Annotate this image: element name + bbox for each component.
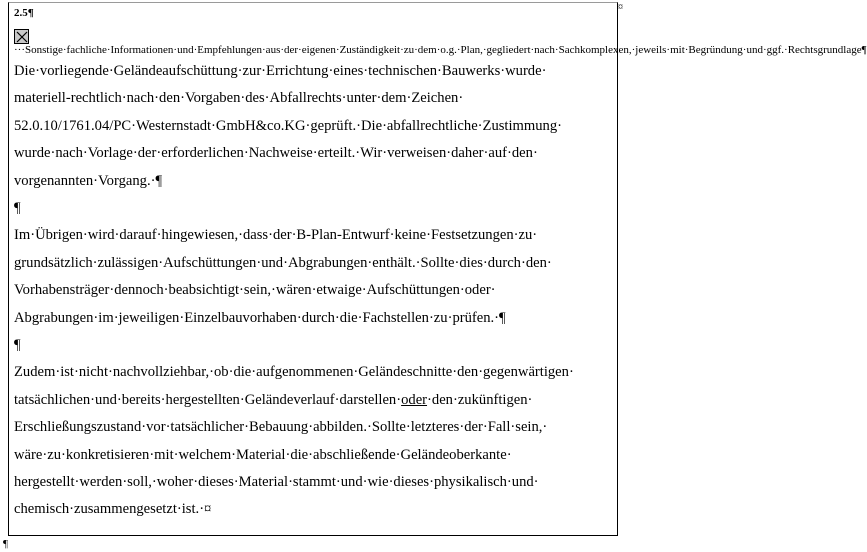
section-number: 2.5¶ — [14, 7, 34, 19]
paragraph-2 — [14, 222, 614, 332]
checkbox-row — [14, 30, 867, 57]
trailing-paragraph-mark: ¶ — [3, 538, 8, 550]
checked-checkbox[interactable] — [14, 29, 29, 44]
paragraph-1 — [14, 58, 614, 195]
row-end-marker: ¤ — [618, 2, 623, 13]
text-segment: tatsächlichen·und·bereits·hergestellten·Geländeverlauf·darstellen· — [14, 391, 402, 408]
text-line: Erschließungszustand·vor·tatsächlicher·Bebauung·abbilden.·Sollte·letzteres·der·Fall·sein,· — [14, 419, 548, 436]
underlined-word: oder — [401, 391, 428, 408]
text-line: wäre·zu·konkretisieren·mit·welchem·Material·die·abschließende·Geländeoberkante· — [14, 446, 512, 463]
paragraph-3 — [14, 359, 614, 523]
document-cell-content[interactable] — [14, 6, 867, 524]
text-line: Die·vorliegende·Geländeaufschüttung·zur·Errichtung·eines·technischen·Bauwerks·wurde· — [14, 63, 547, 79]
text-line: Zudem·ist·nicht·nachvollziehbar,·ob·die·aufgenommenen·Geländeschnitte·den·gegenwärtigen· — [14, 364, 574, 381]
text-line: hergestellt·werden·soll,·woher·dieses·Material·stammt·und·wie·dieses·physikalisch·und· — [14, 474, 539, 491]
text-line — [14, 387, 614, 414]
text-line: Vorhabensträger·dennoch·beabsichtigt·sein,·wären·etwaige·Aufschüttungen·oder· — [14, 282, 496, 299]
text-line: chemisch·zusammengesetzt·ist.·¤ — [14, 501, 212, 518]
checkbox-cross-icon — [15, 30, 30, 45]
text-line: 52.0.10/1761.04/PC·Westernstadt·GmbH&co.KG·geprüft.·Die·abfallrechtliche·Zustimmung· — [14, 117, 562, 134]
empty-paragraph: ¶ — [14, 337, 21, 354]
text-line: Abgrabungen·im·jeweiligen·Einzelbauvorhaben·durch·die·Fachstellen·zu·prüfen.·¶ — [14, 309, 506, 326]
text-line: materiell-rechtlich·nach·den·Vorgaben·des·Abfallrechts·unter·dem·Zeichen· — [14, 90, 464, 107]
text-segment: ·den·zukünftigen· — [427, 391, 533, 408]
text-line: vorgenannten·Vorgang.·¶ — [14, 172, 163, 189]
checkbox-label: ···Sonstige·fachliche·Informationen·und·Empfehlungen·aus·der·eigenen·Zuständigkeit·zu·dem·o.g.·Plan,·gegliedert·nach·Sachkomplexen,·jeweils·mit·Begründung·und·ggf.·Rechtsgrundlage¶ — [14, 44, 867, 56]
text-line: grundsätzlich·zulässigen·Aufschüttungen·und·Abgrabungen·enthält.·Sollte·dies·durch·den· — [14, 254, 552, 271]
text-line: Im·Übrigen·wird·darauf·hingewiesen,·dass·der·B-Plan-Entwurf·keine·Festsetzungen·zu· — [14, 227, 538, 244]
empty-paragraph: ¶ — [14, 200, 21, 217]
text-line: wurde·nach·Vorlage·der·erforderlichen·Nachweise·erteilt.·Wir·verweisen·daher·auf·den· — [14, 145, 538, 162]
